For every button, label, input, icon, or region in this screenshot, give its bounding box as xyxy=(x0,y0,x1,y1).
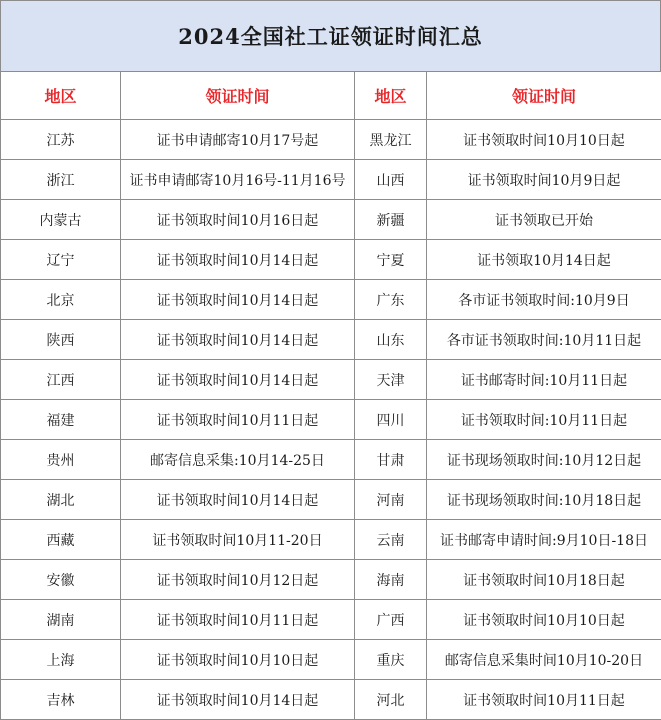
time-right-cell: 证书领取已开始 xyxy=(427,200,661,240)
region-left-cell: 湖南 xyxy=(1,600,121,640)
region-left-cell: 内蒙古 xyxy=(1,200,121,240)
time-left-cell: 证书领取时间10月14日起 xyxy=(121,240,355,280)
region-right-cell: 河南 xyxy=(355,480,427,520)
region-left-cell: 江苏 xyxy=(1,120,121,160)
time-right-cell: 证书现场领取时间:10月18日起 xyxy=(427,480,661,520)
region-right-cell: 黑龙江 xyxy=(355,120,427,160)
region-right-cell: 新疆 xyxy=(355,200,427,240)
region-left-cell: 湖北 xyxy=(1,480,121,520)
table-row xyxy=(1,560,661,600)
region-right-cell: 山东 xyxy=(355,320,427,360)
table-row xyxy=(1,280,661,320)
region-left-cell: 浙江 xyxy=(1,160,121,200)
time-left-cell: 证书领取时间10月14日起 xyxy=(121,480,355,520)
time-right-cell: 证书现场领取时间:10月12日起 xyxy=(427,440,661,480)
time-right-cell: 证书领取时间10月10日起 xyxy=(427,120,661,160)
region-right-cell: 海南 xyxy=(355,560,427,600)
time-left-cell: 证书申请邮寄10月17号起 xyxy=(121,120,355,160)
table-row xyxy=(1,120,661,160)
table-row xyxy=(1,440,661,480)
region-left-cell: 北京 xyxy=(1,280,121,320)
region-left-cell: 上海 xyxy=(1,640,121,680)
region-right-cell: 山西 xyxy=(355,160,427,200)
region-right-cell: 河北 xyxy=(355,680,427,720)
table-row xyxy=(1,160,661,200)
region-left-cell: 安徽 xyxy=(1,560,121,600)
region-left-cell: 江西 xyxy=(1,360,121,400)
time-left-cell: 证书领取时间10月14日起 xyxy=(121,680,355,720)
time-right-cell: 证书领取10月14日起 xyxy=(427,240,661,280)
time-right-cell: 证书领取时间10月11日起 xyxy=(427,680,661,720)
region-left-cell: 陕西 xyxy=(1,320,121,360)
time-left-cell: 证书申请邮寄10月16号-11月16号 xyxy=(121,160,355,200)
time-right-cell: 各市证书领取时间:10月11日起 xyxy=(427,320,661,360)
table-row xyxy=(1,680,661,720)
header-time-right: 领证时间 xyxy=(427,72,661,120)
region-right-cell: 宁夏 xyxy=(355,240,427,280)
region-left-cell: 贵州 xyxy=(1,440,121,480)
time-left-cell: 证书领取时间10月11-20日 xyxy=(121,520,355,560)
header-region-left: 地区 xyxy=(1,72,121,120)
region-left-cell: 西藏 xyxy=(1,520,121,560)
header-row xyxy=(1,72,661,120)
table-row xyxy=(1,520,661,560)
table-row xyxy=(1,480,661,520)
time-right-cell: 证书邮寄申请时间:9月10日-18日 xyxy=(427,520,661,560)
time-left-cell: 证书领取时间10月11日起 xyxy=(121,600,355,640)
header-time-left: 领证时间 xyxy=(121,72,355,120)
region-left-cell: 辽宁 xyxy=(1,240,121,280)
time-right-cell: 证书领取时间10月18日起 xyxy=(427,560,661,600)
region-right-cell: 广东 xyxy=(355,280,427,320)
time-right-cell: 证书邮寄时间:10月11日起 xyxy=(427,360,661,400)
table-row xyxy=(1,400,661,440)
time-right-cell: 证书领取时间10月9日起 xyxy=(427,160,661,200)
time-right-cell: 邮寄信息采集时间10月10-20日 xyxy=(427,640,661,680)
time-right-cell: 证书领取时间:10月11日起 xyxy=(427,400,661,440)
time-left-cell: 证书领取时间10月10日起 xyxy=(121,640,355,680)
time-left-cell: 邮寄信息采集:10月14-25日 xyxy=(121,440,355,480)
region-right-cell: 天津 xyxy=(355,360,427,400)
region-right-cell: 甘肃 xyxy=(355,440,427,480)
header-region-right: 地区 xyxy=(355,72,427,120)
time-left-cell: 证书领取时间10月12日起 xyxy=(121,560,355,600)
region-right-cell: 云南 xyxy=(355,520,427,560)
sheet-title: 2024全国社工证领证时间汇总 xyxy=(0,0,661,72)
table-row xyxy=(1,240,661,280)
time-left-cell: 证书领取时间10月11日起 xyxy=(121,400,355,440)
time-left-cell: 证书领取时间10月14日起 xyxy=(121,280,355,320)
table-row xyxy=(1,360,661,400)
region-right-cell: 重庆 xyxy=(355,640,427,680)
table-body xyxy=(1,120,661,720)
table-row xyxy=(1,200,661,240)
time-left-cell: 证书领取时间10月14日起 xyxy=(121,320,355,360)
region-left-cell: 吉林 xyxy=(1,680,121,720)
region-right-cell: 四川 xyxy=(355,400,427,440)
time-left-cell: 证书领取时间10月14日起 xyxy=(121,360,355,400)
schedule-table xyxy=(0,71,661,720)
region-left-cell: 福建 xyxy=(1,400,121,440)
time-right-cell: 各市证书领取时间:10月9日 xyxy=(427,280,661,320)
table-row xyxy=(1,600,661,640)
table-row xyxy=(1,640,661,680)
time-left-cell: 证书领取时间10月16日起 xyxy=(121,200,355,240)
time-right-cell: 证书领取时间10月10日起 xyxy=(427,600,661,640)
table-row xyxy=(1,320,661,360)
region-right-cell: 广西 xyxy=(355,600,427,640)
